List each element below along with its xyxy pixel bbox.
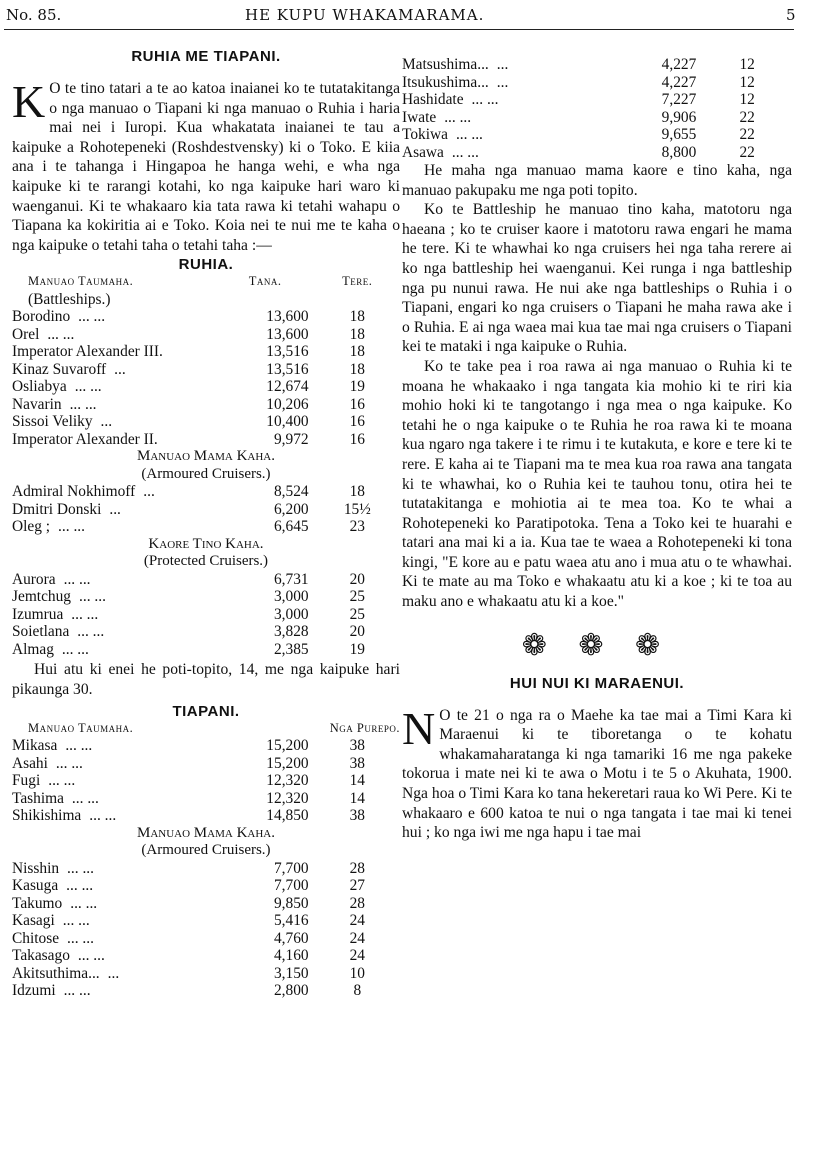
table-row: Imperator Alexander III. 13,516 18 (12, 343, 365, 361)
table-header-row: Manuao Taumaha. Tana. Tere. (28, 274, 373, 289)
table-row: Idzumi ... ... 2,800 8 (12, 982, 362, 1000)
tiapani-table-continued (402, 56, 792, 161)
ruhia-table (12, 273, 400, 658)
battleships-label: (Battleships.) (28, 290, 111, 308)
right-column (402, 56, 792, 843)
armoured-label: (Armoured Cruisers.) (141, 465, 271, 482)
drop-cap: K (12, 76, 46, 127)
table-row: Matsushima... ... 4,227 12 (402, 56, 755, 73)
ruhia-heading: RUHIA. (178, 256, 234, 274)
table-row: Soietlana ... ... 3,828 20 (12, 623, 365, 641)
table-row: Aurora ... ... 6,731 20 (12, 570, 365, 588)
table-row: Asahi ... ... 15,200 38 (12, 754, 365, 772)
header-rule (4, 29, 794, 30)
left-column (12, 48, 400, 1000)
armoured-title: Manuao Mama Kaha. (137, 448, 275, 465)
table-row: Dmitri Donski ... 6,200 15½ (12, 500, 371, 518)
page-header (0, 0, 814, 30)
table-row: Jemtchug ... ... 3,000 25 (12, 588, 365, 606)
table-row: Borodino ... ... 13,600 18 (12, 308, 365, 326)
table-row: Asawa ... ... 8,800 22 (402, 143, 755, 161)
table-row: Orel ... ... 13,600 18 (12, 325, 365, 343)
protected-title: Kaore Tino Kaha. (148, 535, 264, 552)
table-row: Almag ... ... 2,385 19 (12, 640, 365, 658)
table-row: Oleg ; ... ... 6,645 23 (12, 518, 365, 536)
table-row: Tashima ... ... 12,320 14 (12, 789, 365, 807)
drop-cap: N (402, 702, 436, 754)
table-row: Kasuga ... ... 7,700 27 (12, 877, 365, 895)
table-row: Mikasa ... ... 15,200 38 (12, 737, 365, 755)
table-header-row: Manuao Taumaha. Nga Purepo. (28, 720, 400, 735)
table-row: Akitsuthima... ... 3,150 10 (12, 964, 365, 982)
table-row: Takumo ... ... 9,850 28 (12, 894, 365, 912)
table-row: Takasago ... ... 4,160 24 (12, 947, 365, 965)
article-heading: RUHIA ME TIAPANI. (131, 48, 281, 65)
intro-paragraph: K O te tino tatari a te ao katoa inaianei ko te tutatakitanga o nga manuao o Tiapani ki nga manuao o Ruhia i haria mai nei i Iuropi. Kua whakatata inaianei te tau a kaipuke a Rohotepeneki (Roshdestvensky) ki o Toko. E kiia ana i te tahanga i Hingapoa he hanga wehi, e wha nga kaipuke ki te rarangi kotahi, ko nga kaipuke hari waro ki waenganui. Ki te whakaaro kia tata rawa ki tetahi wahapu o Tiapana ka kokiritia ai e Toko. Koia nei te nui me te kaha o nga kaipuke o tetahi taha o tetahi taha :— (12, 76, 400, 254)
table-row: Shikishima ... ... 14,850 38 (12, 807, 365, 825)
table-row: Tokiwa ... ... 9,655 22 (402, 126, 755, 143)
hui-paragraph: N O te 21 o nga ra o Maehe ka tae mai a Timi Kara ki Maraenui ki te tiboretanga o te kohatu whakamaharatanga ki nga tamariki 16 me nga pakeke tokorua i mate nei ki te awa o Motu i te 5 o Akuhata, 1900. Nga hoa o Timi Kara ko tana hekeretari raua ko Wi Pere. Ki te whakaaro e 600 katoa te nui o nga tangata i tae mai ki tenei hui ; ko nga iwi me nga hapu i tae mai (402, 702, 792, 842)
paragraph-3: Ko te take pea i roa rawa ai nga manuao o Ruhia ki te moana he whakaako i nga tangata kia mohio ki te riri kia mohio hoki ki te tangotango i nga mea o nga kaipuke. Ko tetahi he o nga kaipuke o te Ruhia he roa rawa ki te moana kua ngaro nga takere i te rimu i te kutakuta, e kore e tere ki te rere. E kaha ai te Tiapani ma te mea kua roa rawa ana tangata ki te whawhai, ko o Ruhia kei te tauhou tonu, otira hei te tutatakitanga e mohiotia ai te mea toa. Ko te whai a Rohotepeneki ko Paratipotoka. Tena a Toko kei te huarahi e tatari ana mai ki a ia. Kua tae te waea a Rohotepeneki ki tona kingi, "E kore au e patu waea atu ano i mua atu o te whawhai. Ki te mate au ma Toko e whakaatu atu ki a koe ; ki te toa au maku ano e whakaatu atu ki a koe." (402, 357, 792, 611)
table-row: Chitose ... ... 4,760 24 (12, 929, 365, 947)
ruhia-note: Hui atu ki enei he poti-topito, 14, me nga kaipuke hari pikaunga 30. (12, 661, 400, 698)
tiapani-heading: TIAPANI. (172, 702, 240, 720)
table-row: Osliabya ... ... 12,674 19 (12, 378, 365, 396)
table-row: Admiral Nokhimoff ... 8,524 18 (12, 483, 365, 501)
issue-number: No. 85. (6, 6, 62, 24)
table-row: Hashidate ... ... 7,227 12 (402, 91, 755, 108)
table-row: Itsukushima... ... 4,227 12 (402, 73, 755, 91)
journal-title: HE KUPU WHAKAMARAMA. (245, 6, 485, 24)
paragraph-1: He maha nga manuao mama kaore e tino kaha, nga manuao pakupaku me nga poti topito. (402, 162, 792, 199)
tiapani-armoured-title: Manuao Mama Kaha. (137, 824, 275, 841)
table-row: Navarin ... ... 10,206 16 (12, 395, 365, 413)
table-row: Kinaz Suvaroff ... 13,516 18 (12, 360, 365, 378)
ornament-divider: ❁ ❁ ❁ (521, 628, 673, 662)
tiapani-table (12, 720, 400, 1000)
table-row: Izumrua ... ... 3,000 25 (12, 605, 365, 623)
tiapani-armoured-label: (Armoured Cruisers.) (141, 842, 271, 859)
paragraph-2: Ko te Battleship he manuao tino kaha, matotoru nga haeana ; ko te cruiser kaore i matotoru rawa engari he mama he tere. Ki te whawhai ko nga cruisers hei nga taha rerere ai ko nga battleship hei waenganui. Kei runga i nga battleship nga pu nunui rawa. He nui ake nga battleships o Ruhia i o Tiapani, engari ko nga cruisers o Tiapani he maha rawa ake i o Ruhia. E ai nga waea mai kua tae mai nga cruisers o Tiapani kei te mataki i nga kaipuke o Ruhia. (402, 201, 792, 356)
table-row: Iwate ... ... 9,906 22 (402, 108, 755, 126)
page-number: 5 (786, 6, 796, 24)
table-row: Fugi ... ... 12,320 14 (12, 772, 365, 790)
table-row: Nisshin ... ... 7,700 28 (12, 859, 365, 877)
table-row: Imperator Alexander II. 9,972 16 (12, 430, 365, 448)
protected-label: (Protected Cruisers.) (143, 553, 269, 570)
hui-heading: HUI NUI KI MARAENUI. (509, 674, 685, 692)
table-row: Sissoi Veliky ... 10,400 16 (12, 413, 365, 431)
table-row: Kasagi ... ... 5,416 24 (12, 912, 365, 930)
